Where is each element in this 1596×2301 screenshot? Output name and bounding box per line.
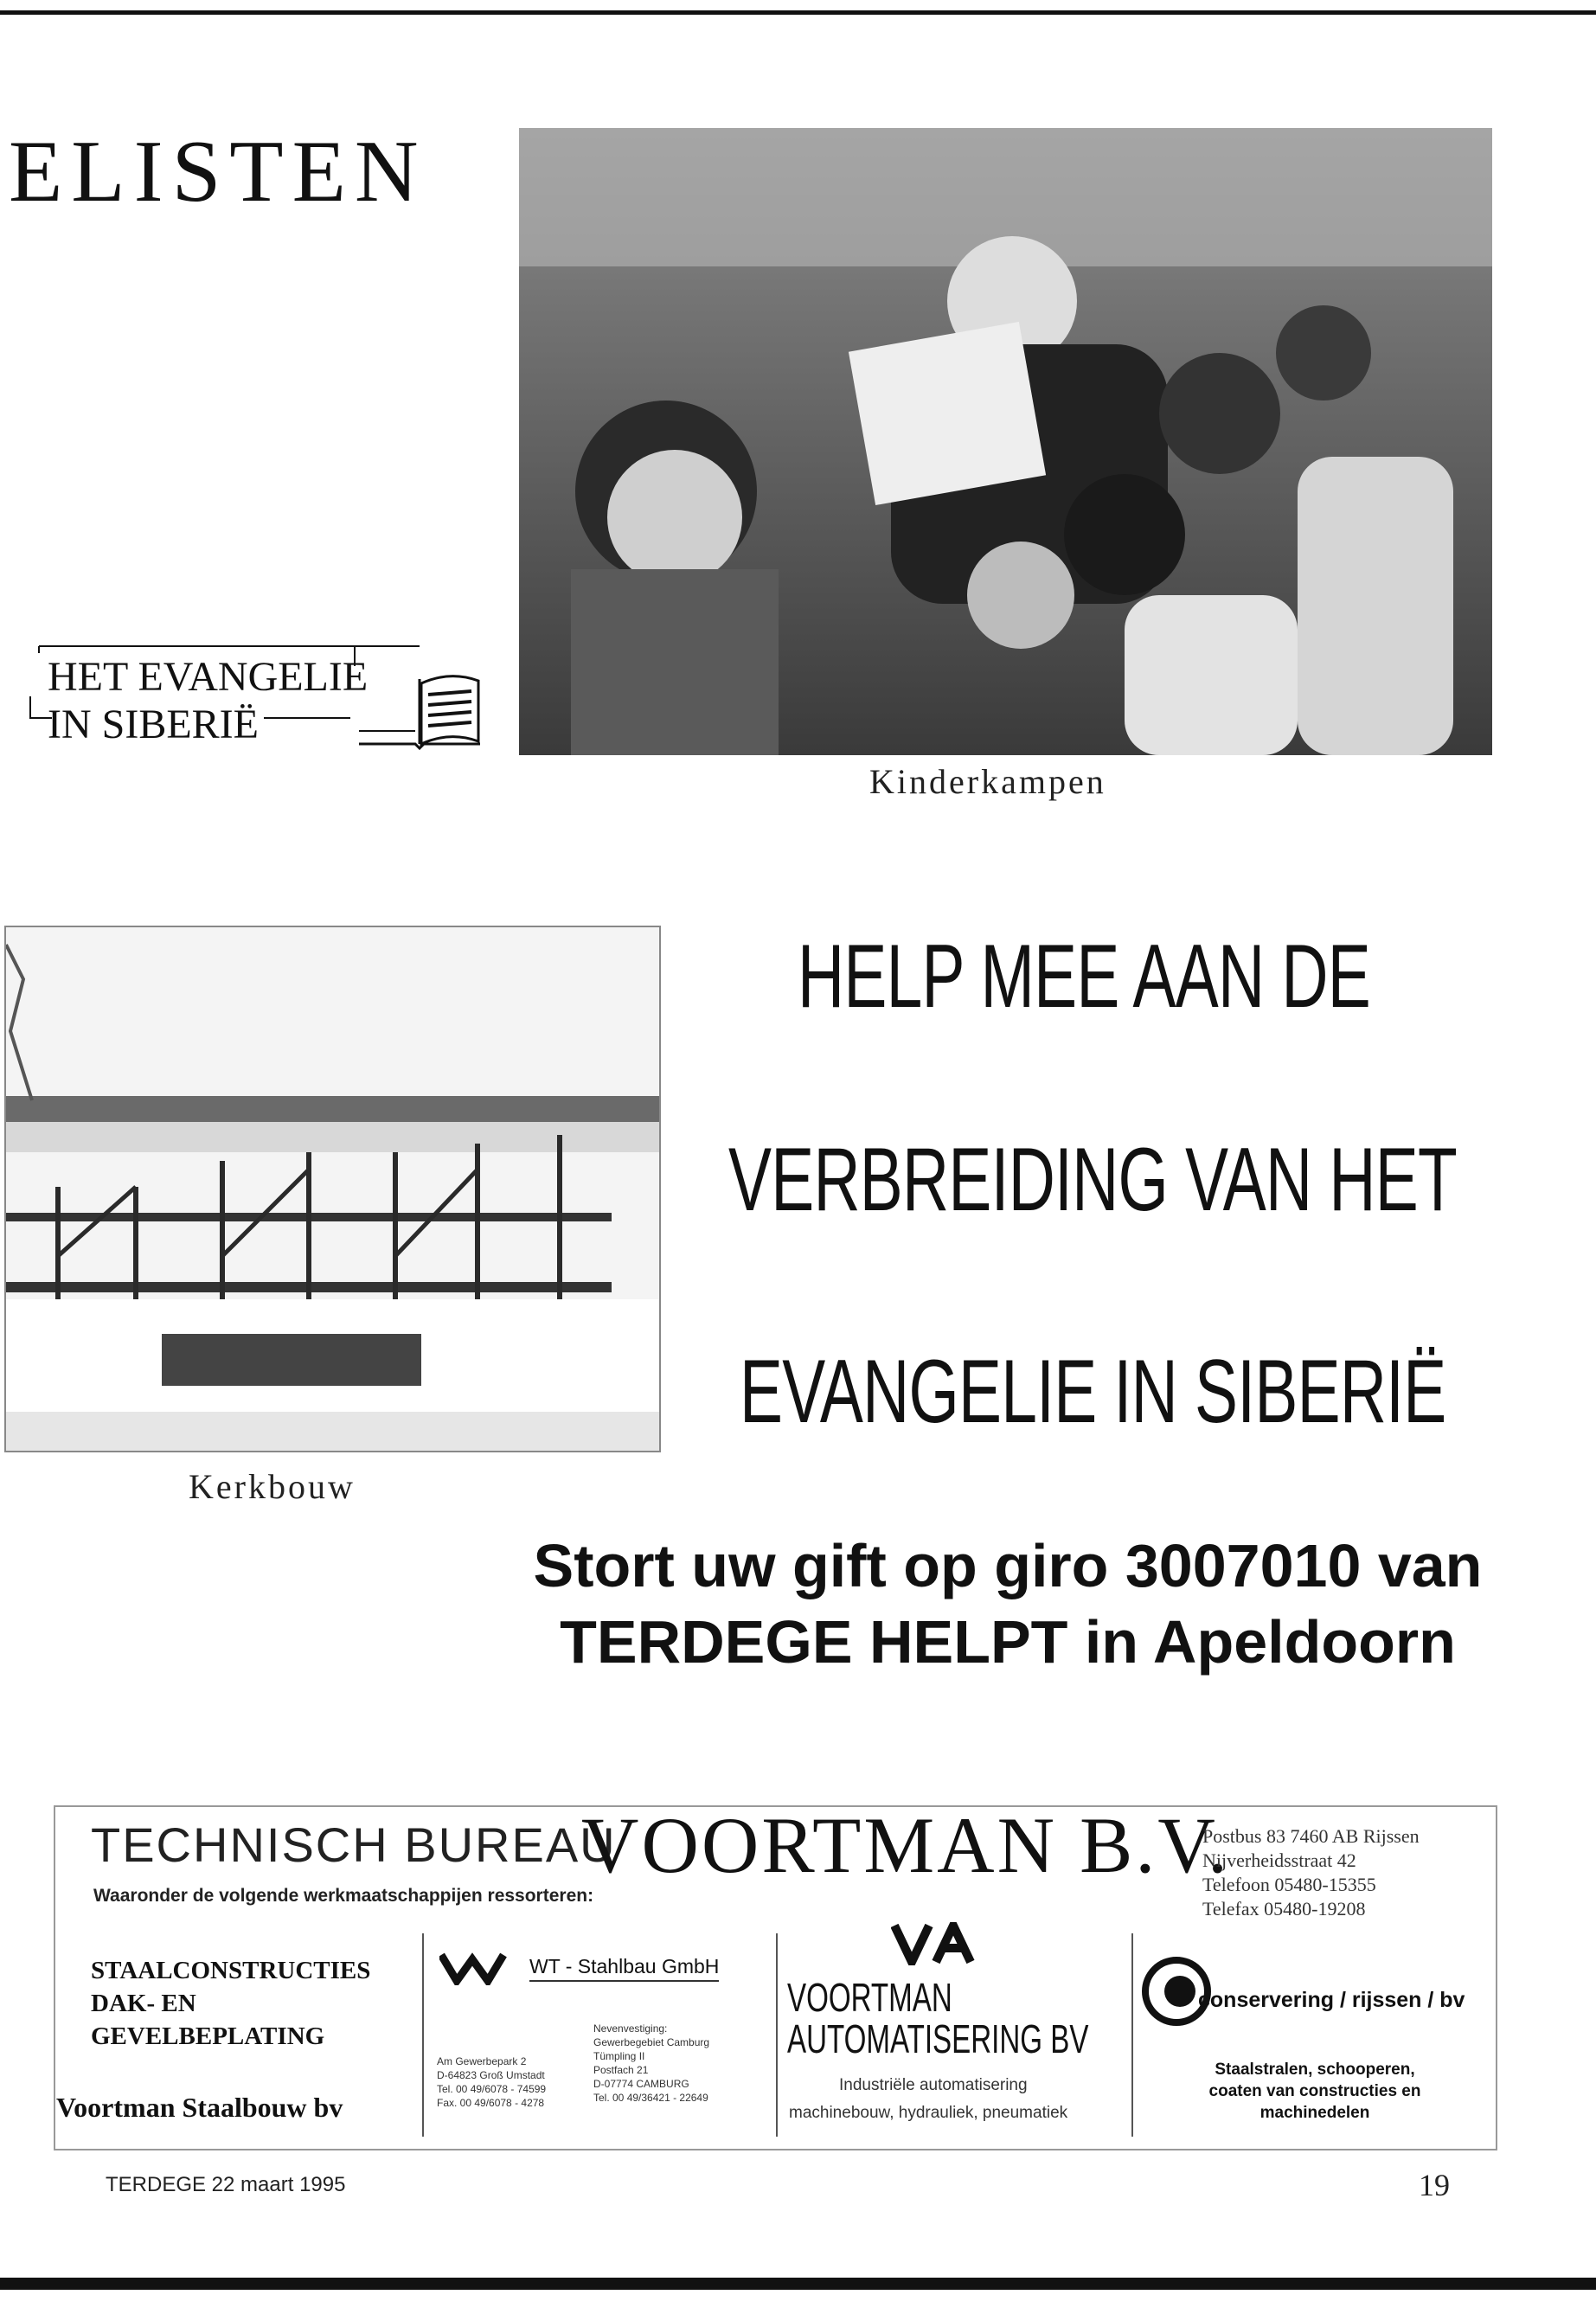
ad-col4-brand: conservering / rijssen / bv (1198, 1988, 1465, 2012)
logo-line-1: HET EVANGELIE (48, 654, 369, 700)
ad-col2-right-3: Tümpling II (593, 2050, 645, 2062)
photo-church-construction (4, 926, 661, 1452)
ad-col2-name: WT - Stahlbau GmbH (529, 1955, 719, 1982)
photo-children-camp (519, 128, 1492, 755)
ad-col2-right-2: Gewerbegebiet Camburg (593, 2036, 710, 2048)
open-book-icon (350, 662, 489, 757)
wt-logo-icon (439, 1951, 509, 1990)
ad-subtitle: Waaronder de volgende werkmaatschappijen ressorteren: (93, 1886, 594, 1906)
ad-col2-left-3: Tel. 00 49/6078 - 74599 (437, 2083, 547, 2095)
ad-col1-line-3: GEVELBEPLATING (91, 2022, 325, 2050)
headline-line-1: HELP MEE AAN DE (798, 926, 1370, 1027)
ad-col3-line-1: VOORTMAN (787, 1975, 952, 2020)
ad-address-line-1: Postbus 83 7460 AB Rijssen (1202, 1825, 1420, 1847)
logo-line-2: IN SIBERIË (48, 702, 259, 747)
ad-address-line-4: Telefax 05480-19208 (1202, 1898, 1366, 1920)
ad-column-divider-3 (1131, 1933, 1133, 2137)
headline-line-2: VERBREIDING VAN HET (728, 1130, 1458, 1230)
photo-church-construction-image (6, 927, 659, 1451)
va-logo-icon (891, 1922, 977, 1970)
ad-address-line-3: Telefoon 05480-15355 (1202, 1874, 1376, 1895)
ad-col4-desc-3: machinedelen (1259, 2104, 1370, 2122)
caption-church-construction: Kerkbouw (189, 1467, 356, 1506)
ad-address-line-2: Nijverheidsstraat 42 (1202, 1849, 1356, 1871)
caption-children-camp: Kinderkampen (869, 762, 1106, 801)
footer-page-number: 19 (1419, 2168, 1450, 2202)
ad-column-divider-1 (422, 1933, 424, 2137)
donation-appeal-line-1: Stort uw gift op giro 3007010 van (533, 1532, 1483, 1599)
donation-appeal-line-2: TERDEGE HELPT in Apeldoorn (560, 1608, 1456, 1676)
ad-col4-desc-2: coaten van constructies en (1208, 2082, 1421, 2100)
ad-col2-right-4: Postfach 21 (593, 2064, 649, 2076)
ad-col2-right-5: D-07774 CAMBURG (593, 2078, 689, 2090)
ad-col1-line-1: STAALCONSTRUCTIES (91, 1957, 371, 1984)
ad-col3-desc-2: machinebouw, hydrauliek, pneumatiek (789, 2104, 1068, 2122)
ad-col2-left-4: Fax. 00 49/6078 - 4278 (437, 2097, 545, 2109)
ad-column-divider-2 (776, 1933, 778, 2137)
ad-company-prefix: TECHNISCH BUREAU (91, 1817, 617, 1872)
headline-line-3: EVANGELIE IN SIBERIË (740, 1342, 1446, 1442)
ad-col4-desc-1: Staalstralen, schooperen, (1215, 2061, 1415, 2079)
photo-children-camp-image (519, 128, 1492, 755)
ad-col2-right-1: Nevenvestiging: (593, 2022, 668, 2035)
page-header-title: ELISTEN (9, 123, 427, 221)
ad-col3-desc-1: Industriële automatisering (839, 2076, 1028, 2094)
top-rule (0, 10, 1596, 15)
ad-col2-left-1: Am Gewerbepark 2 (437, 2055, 527, 2067)
bottom-rule (0, 2278, 1596, 2290)
footer-publication: TERDEGE 22 maart 1995 (106, 2173, 346, 2196)
ad-col1-brand: Voortman Staalbouw bv (56, 2092, 343, 2123)
ad-col2-left-2: D-64823 Groß Umstadt (437, 2069, 545, 2081)
ad-col3-line-2: AUTOMATISERING BV (787, 2016, 1089, 2061)
ad-col2-right-6: Tel. 00 49/36421 - 22649 (593, 2092, 708, 2104)
ad-company-name: VOORTMAN B.V. (581, 1801, 1230, 1889)
ad-col1-line-2: DAK- EN (91, 1990, 196, 2017)
